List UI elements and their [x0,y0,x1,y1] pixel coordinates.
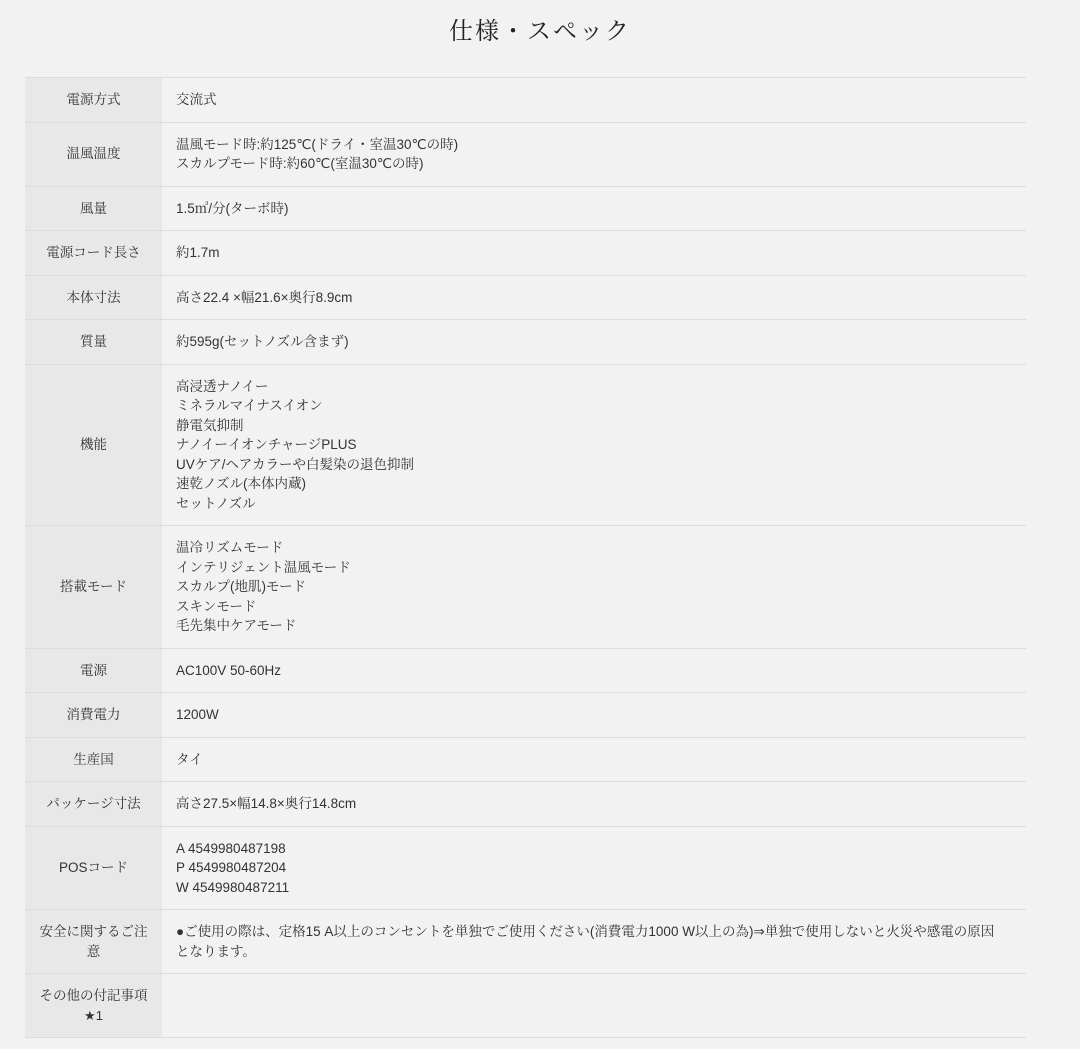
spec-value-cell [162,231,1026,275]
spec-label: 本体寸法 [66,289,121,305]
spec-value-line: ナノイーイオンチャージPLUS [176,437,357,452]
spec-label: 温風温度 [66,146,121,162]
spec-value-line: インテリジェント温風モード [176,559,351,575]
spec-value-cell [162,276,1026,320]
spec-value-cell [162,649,1026,693]
spec-value-line: 温冷リズムモード [176,540,284,555]
spec-value-cell [162,738,1026,782]
spec-label: 質量 [80,334,107,349]
spec-row [25,276,1026,321]
spec-value-line: 高さ27.5×幅14.8×奥行14.8cm [176,796,357,811]
spec-label-cell [25,231,162,275]
spec-value-line: AC100V 50-60Hz [176,662,282,678]
spec-row [25,910,1026,974]
spec-label: 電源方式 [66,92,121,107]
spec-label: その他の付記事項 [39,988,148,1003]
spec-row [25,365,1026,527]
spec-value-line: UVケア/ヘアカラーや白髪染の退色抑制 [176,456,414,472]
spec-row [25,231,1026,276]
spec-label-cell [25,974,162,1037]
spec-value-line: 高さ22.4 ×幅21.6×奥行8.9cm [176,289,353,305]
spec-label-cell [25,187,162,231]
spec-label: 機能 [80,437,107,452]
spec-value-cell [162,526,1026,648]
spec-label: 搭載モード [60,579,127,594]
spec-label-cell [25,693,162,737]
spec-value-line: 1.5㎥/分(ターボ時) [176,200,289,216]
spec-value-line: A 4549980487198 [176,840,286,856]
spec-label-cell [25,276,162,320]
spec-value-line: 速乾ノズル(本体内蔵) [176,476,306,491]
spec-label: 電源コード長さ [46,245,141,260]
spec-value-cell [162,365,1026,526]
spec-row [25,738,1026,783]
spec-value-line: タイ [176,751,203,767]
spec-value-cell [162,123,1026,186]
spec-value-line: ●ご使用の際は、定格15 A以上のコンセントを単独でご使用ください(消費電力1000 W以上の為)⇒単独で使用しないと火災や感電の原因となります。 [176,924,995,959]
spec-label-sub: ★1 [84,1007,103,1023]
spec-value-line: 毛先集中ケアモード [176,618,297,633]
spec-label-cell [25,910,162,973]
spec-label-cell [25,738,162,782]
spec-value-cell [162,782,1026,826]
spec-value-cell [162,693,1026,737]
spec-label: 電源 [80,662,107,678]
spec-value-cell [162,187,1026,231]
spec-value-line: P 4549980487204 [176,860,287,875]
spec-value-line: 約595g(セットノズル含まず) [176,334,349,349]
spec-label: パッケージ寸法 [46,796,141,811]
spec-value-line: ミネラルマイナスイオン [176,398,323,413]
spec-value-cell [162,910,1026,973]
spec-value-line: 交流式 [176,92,217,107]
spec-value-line: 高浸透ナノイー [176,378,269,394]
spec-label-cell [25,649,162,693]
spec-label: 安全に関するご注意 [39,924,148,959]
spec-value-line: セットノズル [176,495,256,511]
spec-value-line: スカルプ(地肌)モード [176,579,306,594]
spec-row [25,827,1026,911]
spec-label-cell [25,320,162,364]
spec-row [25,526,1026,649]
spec-value-line: スキンモード [176,598,257,614]
spec-value-line: 1200W [176,707,219,722]
spec-label-cell [25,782,162,826]
spec-value-cell [162,827,1026,910]
spec-row [25,187,1026,232]
spec-row [25,693,1026,738]
spec-label: 消費電力 [66,707,121,722]
spec-label-cell [25,365,162,526]
spec-row [25,320,1026,365]
spec-value-line: スカルプモード時:約60℃(室温30℃の時) [176,156,424,171]
spec-row [25,78,1026,123]
spec-value-cell [162,78,1026,122]
spec-label: 風量 [80,200,107,216]
spec-row [25,782,1026,827]
spec-value-cell [162,974,1026,1037]
spec-value-line: W 4549980487211 [176,879,290,895]
spec-label-cell [25,526,162,648]
spec-row [25,974,1026,1038]
spec-label: POSコード [58,860,128,875]
spec-label-cell [25,123,162,186]
spec-row [25,123,1026,187]
spec-label-cell [25,827,162,910]
spec-label-cell [25,78,162,122]
spec-value-line: 約1.7m [176,245,220,260]
spec-row [25,649,1026,694]
spec-label: 生産国 [73,751,114,767]
spec-value-line: 静電気抑制 [176,417,244,433]
spec-value-line: 温風モード時:約125℃(ドライ・室温30℃の時) [176,136,459,152]
spec-table [25,77,1026,1038]
spec-value-cell [162,320,1026,364]
page-title: 仕様・スペック [449,18,631,45]
